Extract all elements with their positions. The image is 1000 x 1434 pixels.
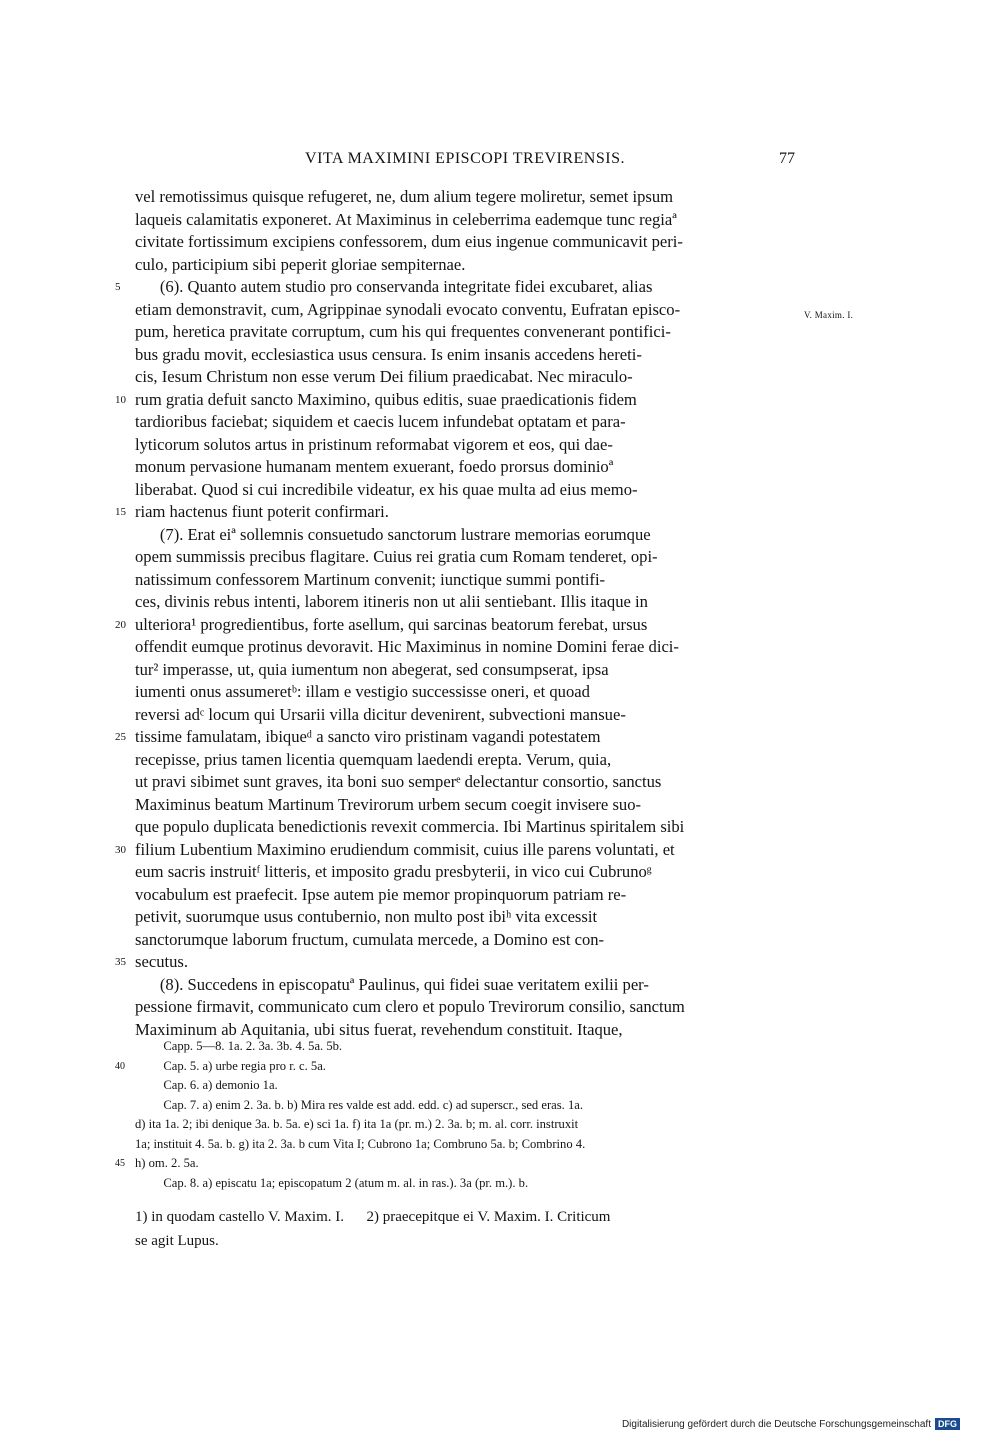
text-line bbox=[135, 254, 795, 277]
line-text: ut pravi sibimet sunt graves, ita boni suo semperᵉ delectantur consortio, sanctus bbox=[135, 772, 662, 791]
line-text: vocabulum est praefecit. Ipse autem pie memor propinquorum patriam re- bbox=[135, 884, 627, 904]
main-text bbox=[115, 186, 795, 1041]
text-line bbox=[135, 1174, 795, 1194]
page-number: 77 bbox=[779, 150, 795, 167]
text-line bbox=[135, 659, 795, 682]
line-text: reversi adᶜ locum qui Ursarii villa dicitur devenirent, subvectioni mansue- bbox=[135, 704, 626, 724]
text-line bbox=[135, 546, 795, 569]
line-text: lyticorum solutos artus in pristinum reformabat vigorem et eos, qui dae- bbox=[135, 434, 613, 454]
text-line bbox=[135, 884, 795, 907]
line-text: tissime famulatam, ibiqueᵈ a sancto viro pristinam vagandi potestatem bbox=[135, 727, 601, 746]
line-number: 5 bbox=[115, 281, 121, 293]
line-text: d) ita 1a. 2; ibi denique 3a. b. 5a. e) sci 1a. f) ita 1a (pr. m.) 2. 3a. b; m. al. corr. instruxit bbox=[135, 1117, 579, 1131]
line-number: 30 bbox=[115, 843, 126, 856]
running-title: VITA MAXIMINI EPISCOPI TREVIRENSIS. bbox=[305, 150, 625, 167]
text-line bbox=[135, 636, 795, 659]
text-line bbox=[115, 276, 795, 299]
line-text: pessione firmavit, communicato cum clero et populo Trevirorum consilio, sanctum bbox=[135, 997, 685, 1016]
text-line bbox=[135, 1115, 795, 1135]
line-text: civitate fortissimum excipiens confessorem, dum eius ingenue communicavit peri- bbox=[135, 232, 683, 251]
text-line bbox=[135, 996, 795, 1019]
line-text: (6). Quanto autem studio pro conservanda integritate fidei excubaret, alias bbox=[135, 277, 653, 296]
line-text: h) om. 2. 5a. bbox=[135, 1156, 199, 1170]
text-line bbox=[115, 501, 795, 524]
line-text: opem summissis precibus flagitare. Cuius rei gratia cum Romam tenderet, opi- bbox=[135, 547, 658, 566]
line-text: petivit, suorumque usus contubernio, non multo post ibiʰ vita excessit bbox=[135, 907, 598, 926]
text-line bbox=[135, 974, 795, 997]
text-line bbox=[135, 1076, 795, 1096]
line-text: iumenti onus assumeretᵇ: illam e vestigio successisse oneri, et quoad bbox=[135, 682, 590, 701]
line-text: ulteriora¹ progredientibus, forte asellum, qui sarcinas beatorum ferebat, ursus bbox=[135, 614, 648, 634]
line-text: liberabat. Quod si cui incredibile videatur, ex his quae multa ad eius memo- bbox=[135, 479, 638, 499]
line-text: riam hactenus fiunt poterit confirmari. bbox=[135, 502, 389, 521]
line-text: Maximinus beatum Martinum Trevirorum urbem secum coegit invisere suo- bbox=[135, 794, 642, 814]
text-line bbox=[115, 389, 795, 412]
text-line bbox=[115, 1154, 795, 1174]
text-line bbox=[135, 344, 795, 367]
line-text: Maximinum ab Aquitania, ubi situs fuerat, revehendum constituit. Itaque, bbox=[135, 1019, 623, 1039]
line-text: que populo duplicata benedictionis revexit commercia. Ibi Martinus spiritalem sibi bbox=[135, 817, 685, 836]
text-line bbox=[135, 209, 795, 232]
page-header bbox=[135, 150, 795, 174]
text-line bbox=[135, 231, 795, 254]
line-text: filium Lubentium Maximino erudiendum commisit, cuius ille parens voluntati, et bbox=[135, 839, 675, 859]
line-text: culo, participium sibi peperit gloriae sempiternae. bbox=[135, 254, 466, 274]
text-line bbox=[115, 1057, 795, 1077]
text-line bbox=[135, 1096, 795, 1116]
text-line bbox=[135, 591, 795, 614]
text-line bbox=[135, 816, 795, 839]
line-text: Cap. 7. a) enim 2. 3a. b. b) Mira res valde est add. edd. c) ad superscr., sed eras. 1a. bbox=[135, 1097, 583, 1112]
line-number: 35 bbox=[115, 956, 126, 968]
line-number: 40 bbox=[115, 1060, 125, 1072]
text-line bbox=[135, 1037, 795, 1057]
line-number: 10 bbox=[115, 393, 126, 406]
line-text: laqueis calamitatis exponeret. At Maximinus in celeberrima eademque tunc regiaª bbox=[135, 209, 677, 229]
text-line bbox=[135, 321, 795, 344]
text-line bbox=[135, 186, 795, 209]
text-line bbox=[115, 839, 795, 862]
line-text: cis, Iesum Christum non esse verum Dei filium praedicabat. Nec miraculo- bbox=[135, 367, 633, 386]
text-line bbox=[135, 861, 795, 884]
text-line bbox=[135, 569, 795, 592]
line-text: rum gratia defuit sancto Maximino, quibus editis, suae praedicationis fidem bbox=[135, 389, 637, 409]
line-number: 45 bbox=[115, 1158, 125, 1169]
text-line bbox=[135, 366, 795, 389]
text-line bbox=[115, 726, 795, 749]
text-line bbox=[135, 749, 795, 772]
line-text: sanctorumque laborum fructum, cumulata mercede, a Domino est con- bbox=[135, 929, 605, 949]
line-text: tardioribus faciebat; siquidem et caecis lucem infundebat optatam et para- bbox=[135, 412, 626, 431]
text-line bbox=[135, 704, 795, 727]
text-line bbox=[135, 906, 795, 929]
line-text: vel remotissimus quisque refugeret, ne, dum alium tegere moliretur, semet ipsum bbox=[135, 187, 674, 206]
footnote-line: se agit Lupus. bbox=[135, 1233, 219, 1249]
line-text: (7). Erat eiª sollemnis consuetudo sanctorum lustrare memorias eorumque bbox=[135, 524, 651, 544]
digitization-credit bbox=[622, 1418, 960, 1430]
line-text: bus gradu movit, ecclesiastica usus censura. Is enim insanis accedens hereti- bbox=[135, 344, 642, 364]
text-line bbox=[135, 434, 795, 457]
line-text: recepisse, prius tamen licentia quemquam laedendi erepta. Verum, quia, bbox=[135, 749, 612, 769]
text-line bbox=[135, 411, 795, 434]
text-line bbox=[135, 771, 795, 794]
line-text: Cap. 6. a) demonio 1a. bbox=[135, 1078, 278, 1092]
line-text: etiam demonstravit, cum, Agrippinae synodali evocato conventu, Eufratan episco- bbox=[135, 299, 681, 319]
line-text: 1a; instituit 4. 5a. b. g) ita 2. 3a. b cum Vita I; Cubrono 1a; Combruno 5a. b; Combrino 4. bbox=[135, 1136, 586, 1151]
footnote-line: 1) in quodam castello V. Maxim. I. 2) praecepitque ei V. Maxim. I. Criticum bbox=[135, 1209, 611, 1225]
line-text: pum, heretica pravitate corruptum, cum his qui frequentes convenerant pontifici- bbox=[135, 322, 671, 341]
digitization-text: Digitalisierung gefördert durch die Deutsche Forschungsgemeinschaft bbox=[621, 1418, 931, 1430]
footnotes bbox=[135, 1205, 795, 1253]
line-text: natissimum confessorem Martinum convenit; iunctique summi pontifi- bbox=[135, 569, 606, 589]
text-line bbox=[115, 614, 795, 637]
text-line bbox=[135, 299, 795, 322]
line-text: tur² imperasse, ut, quia iumentum non abegerat, sed consumpserat, ipsa bbox=[135, 659, 609, 679]
line-text: secutus. bbox=[135, 952, 188, 971]
line-text: Cap. 8. a) episcatu 1a; episcopatum 2 (atum m. al. in ras.). 3a (pr. m.). b. bbox=[135, 1175, 529, 1190]
line-text: Cap. 5. a) urbe regia pro r. c. 5a. bbox=[135, 1058, 326, 1073]
text-line bbox=[115, 951, 795, 974]
line-text: ces, divinis rebus intenti, laborem itineris non ut alii sentiebant. Illis itaque in bbox=[135, 592, 648, 611]
dfg-logo: DFG bbox=[935, 1418, 960, 1430]
line-number: 25 bbox=[115, 731, 126, 743]
line-text: monum pervasione humanam mentem exuerant, foedo prorsus dominioª bbox=[135, 457, 614, 476]
line-number: 20 bbox=[115, 618, 126, 631]
text-line bbox=[135, 1135, 795, 1155]
line-text: eum sacris instruitᶠ litteris, et imposito gradu presbyterii, in vico cui Cubrunoᵍ bbox=[135, 862, 652, 881]
line-number: 15 bbox=[115, 506, 126, 518]
critical-apparatus bbox=[115, 1037, 795, 1193]
text-line bbox=[135, 681, 795, 704]
text-line bbox=[135, 524, 795, 547]
line-text: (8). Succedens in episcopatuª Paulinus, qui fidei suae veritatem exilii per- bbox=[135, 974, 649, 994]
margin-note: V. Maxim. I. bbox=[804, 310, 854, 320]
text-line bbox=[135, 794, 795, 817]
text-line bbox=[135, 929, 795, 952]
line-text: offendit eumque protinus devoravit. Hic Maximinus in nomine Domini ferae dici- bbox=[135, 637, 679, 656]
text-line bbox=[135, 479, 795, 502]
line-text: Capp. 5—8. 1a. 2. 3a. 3b. 4. 5a. 5b. bbox=[135, 1039, 343, 1053]
text-line bbox=[135, 456, 795, 479]
